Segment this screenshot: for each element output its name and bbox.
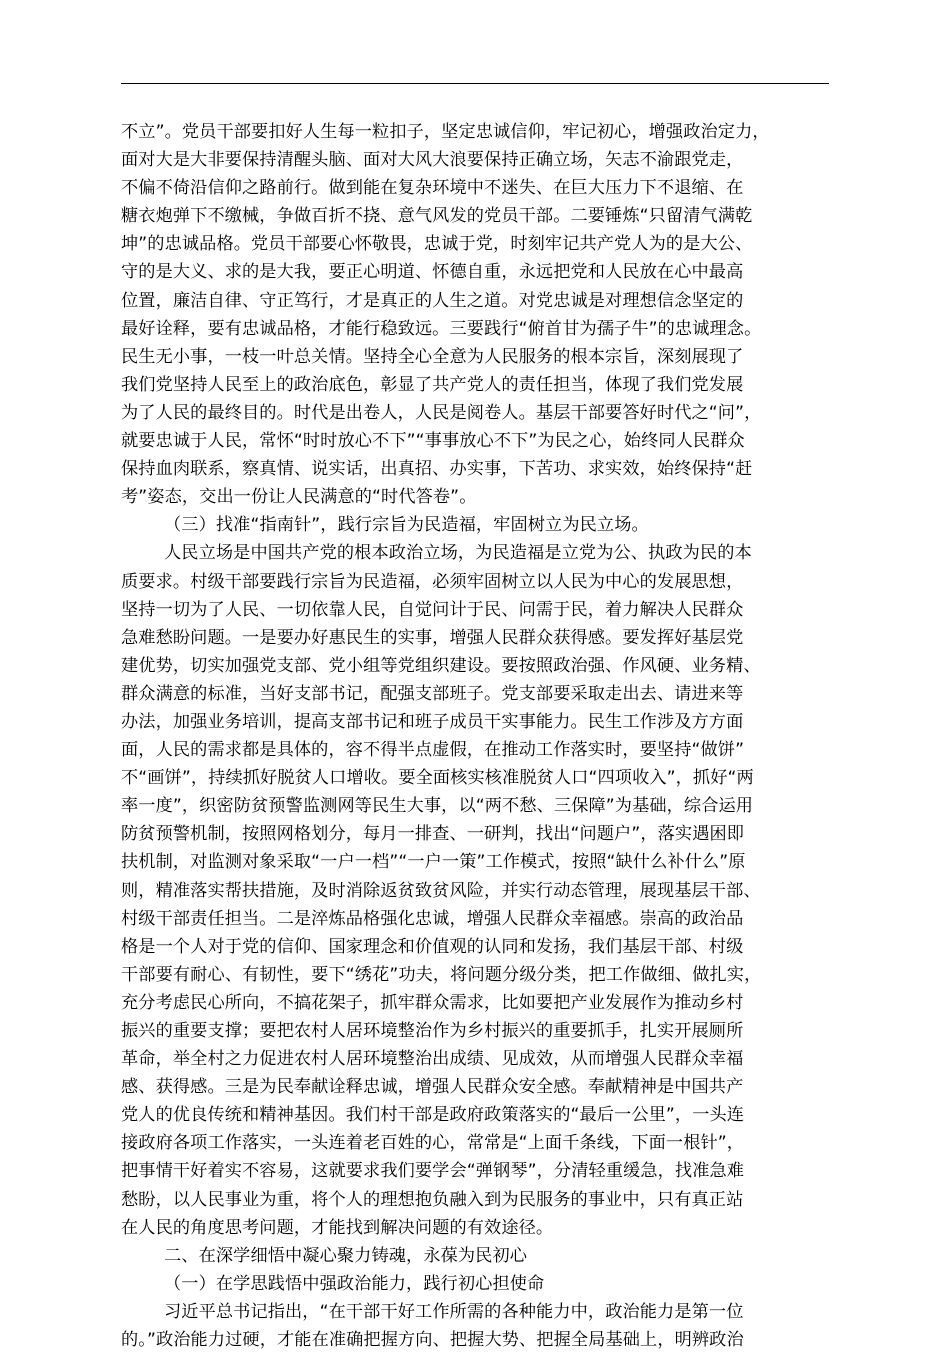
text-line: 面对大是大非要保持清醒头脑、面对大风大浪要保持正确立场，矢志不渝跟党走， (121, 150, 744, 171)
text-line: （三）找准“指南针”，践行宗旨为民造福，牢固树立为民立场。 (164, 515, 649, 536)
text-line: 保持血肉联系，察真情、说实话，出真招、办实事，下苦功、求实效，始终保持“赶 (121, 459, 753, 480)
text-line: 党人的优良传统和精神基因。我们村干部是政府政策落实的“最后一公里”，一头连 (121, 1105, 745, 1126)
text-line: 坤”的忠诚品格。党员干部要心怀敬畏，忠诚于党，时刻牢记共产党人为的是大公、 (121, 234, 753, 255)
text-line: 接政府各项工作落实，一头连着老百姓的心，常常是“上面千条线，下面一根针”， (121, 1133, 745, 1154)
text-line: 我们党坚持人民至上的政治底色，彰显了共产党人的责任担当，体现了我们党发展 (121, 374, 744, 395)
text-line: 办法，加强业务培训，提高支部书记和班子成员干实事能力。民生工作涉及方方面 (121, 711, 744, 732)
text-line: 民生无小事，一枝一叶总关情。坚持全心全意为人民服务的根本宗旨，深刻展现了 (121, 346, 744, 367)
text-line: 群众满意的标准，当好支部书记，配强支部班子。党支部要采取走出去、请进来等 (121, 683, 744, 704)
text-line: 不立”。党员干部要扣好人生每一粒扣子，坚定忠诚信仰，牢记初心，增强政治定力， (121, 122, 770, 142)
text-line: 格是一个人对于党的信仰、国家理念和价值观的认同和发扬，我们基层干部、村级 (121, 936, 744, 957)
text-line: 革命，举全村之力促进农村人居环境整治出成绩、见成效，从而增强人民群众幸福 (121, 1049, 744, 1070)
text-line: 糖衣炮弹下不缴械，争做百折不挠、意气风发的党员干部。二要锤炼“只留清气满乾 (121, 206, 753, 227)
text-line: 振兴的重要支撑；要把农村人居环境整治作为乡村振兴的重要抓手，扎实开展厕所 (121, 1021, 744, 1041)
text-line: 守的是大义、求的是大我，要正心明道、怀德自重，永远把党和人民放在心中最高 (121, 262, 744, 283)
text-line: 率一度”，织密防贫预警监测网等民生大事，以“两不愁、三保障”为基础，综合运用 (121, 796, 754, 817)
text-line: 愁盼，以人民事业为重，将个人的理想抱负融入到为民服务的事业中，只有真正站 (121, 1189, 744, 1210)
text-line: 急难愁盼问题。一是要办好惠民生的实事，增强人民群众获得感。要发挥好基层党 (121, 627, 744, 648)
text-line: 习近平总书记指出，“在干部干好工作所需的各种能力中，政治能力是第一位 (164, 1301, 744, 1322)
text-line: 位置，廉洁自律、守正笃行，才是真正的人生之道。对党忠诚是对理想信念坚定的 (121, 290, 744, 311)
header-rule (121, 83, 829, 84)
text-line: 扶机制，对监测对象采取“一户一档”“一户一策”工作模式，按照“缺什么补什么”原 (121, 852, 746, 873)
text-line: 面，人民的需求都是具体的，容不得半点虚假，在推动工作落实时，要坚持“做饼” (121, 740, 745, 761)
text-line: 充分考虑民心所向，不搞花架子，抓牢群众需求，比如要把产业发展作为推动乡村 (121, 992, 744, 1013)
text-line: 考”姿态，交出一份让人民满意的“时代答卷”。 (121, 487, 477, 508)
document-body (121, 118, 837, 1354)
text-line: 就要忠诚于人民，常怀“时时放心不下”“事事放心不下”为民之心，始终同人民群众 (121, 431, 745, 452)
text-line: 则，精准落实帮扶措施，及时消除返贫致贫风险，并实行动态管理，展现基层干部、 (121, 880, 761, 901)
text-line: 为了人民的最终目的。时代是出卷人，人民是阅卷人。基层干部要答好时代之“问”， (121, 402, 762, 423)
text-line: 建优势，切实加强党支部、党小组等党组织建设。要按照政治强、作风硬、业务精、 (121, 655, 761, 676)
text-line: 最好诠释，要有忠诚品格，才能行稳致远。三要践行“俯首甘为孺子牛”的忠诚理念。 (121, 318, 762, 339)
text-line: 不“画饼”，持续抓好脱贫人口增收。要全面核实核准脱贫人口“四项收入”，抓好“两 (121, 768, 754, 789)
text-line: 坚持一切为了人民、一切依靠人民，自觉问计于民、问需于民，着力解决人民群众 (121, 599, 744, 620)
text-line: 人民立场是中国共产党的根本政治立场，为民造福是立党为公、执政为民的本 (164, 543, 752, 564)
text-line: （一）在学思践悟中强政治能力，践行初心担使命 (164, 1273, 545, 1294)
text-line: 把事情干好着实不容易，这就要求我们要学会“弹钢琴”，分清轻重缓急，找准急难 (121, 1161, 745, 1182)
text-line: 干部要有耐心、有韧性，要下“绣花”功夫，将问题分级分类，把工作做细、做扎实， (121, 964, 762, 985)
text-line: 防贫预警机制，按照网格划分，每月一排查、一研判，找出“问题户”，落实遇困即 (121, 824, 745, 845)
text-line: 村级干部责任担当。二是淬炼品格强化忠诚，增强人民群众幸福感。崇高的政治品 (121, 908, 744, 929)
text-line: 不偏不倚沿信仰之路前行。做到能在复杂环境中不迷失、在巨大压力下不退缩、在 (121, 178, 744, 199)
text-line: 的。”政治能力过硬，才能在准确把握方向、把握大势、把握全局基础上，明辨政治 (121, 1330, 744, 1351)
text-line: 在人民的角度思考问题，才能找到解决问题的有效途径。 (121, 1217, 554, 1238)
text-line: 二、在深学细悟中凝心聚力铸魂，永葆为民初心 (164, 1245, 528, 1266)
text-line: 感、获得感。三是为民奉献诠释忠诚，增强人民群众安全感。奉献精神是中国共产 (121, 1077, 744, 1098)
text-line: 质要求。村级干部要践行宗旨为民造福，必须牢固树立以人民为中心的发展思想， (121, 571, 744, 592)
